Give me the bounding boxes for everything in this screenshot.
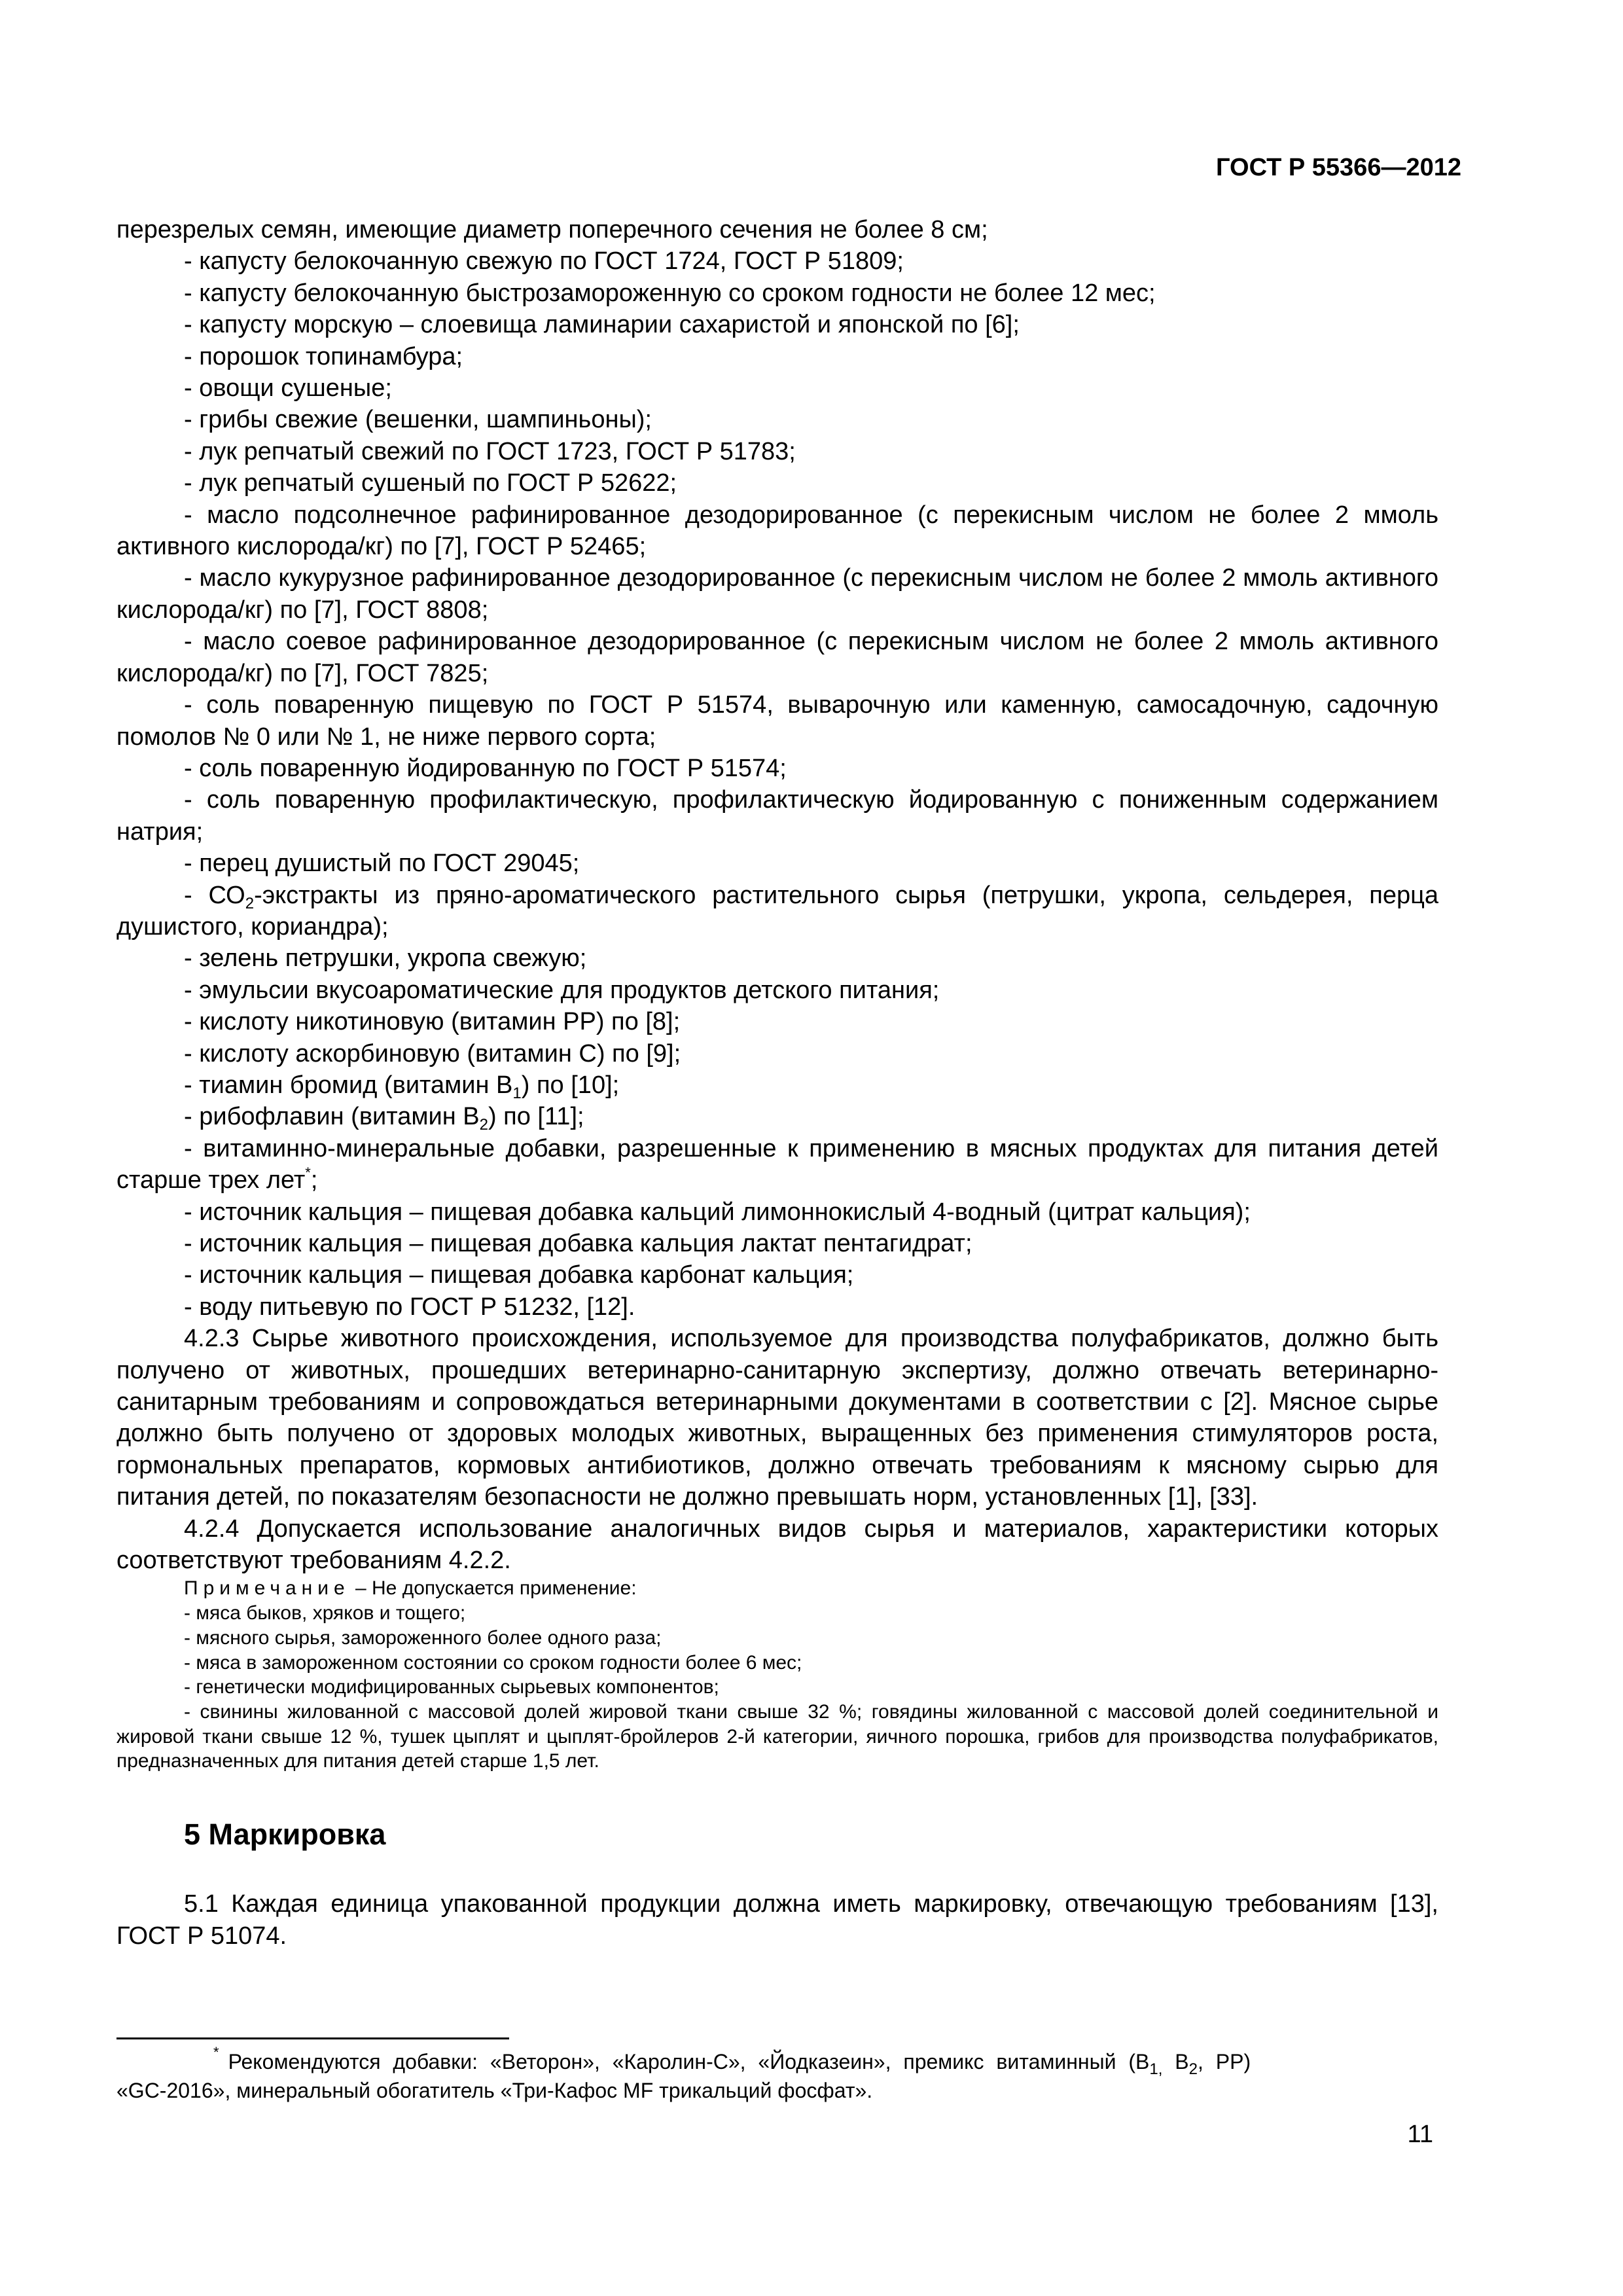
vitamin-text: - витаминно-минеральные добавки, разрешенные к применению в мясных продуктах для питания детей старше трех лет [116,1134,1438,1194]
b2-post: ) по [11]; [488,1103,584,1131]
list-item: - источник кальция – пищевая добавка кальция лактат пентагидрат; [184,1230,972,1257]
vitamin-end: ; [310,1166,318,1194]
list-item-vitamin [116,1133,1438,1196]
list-item: - источник кальция – пищевая добавка кальций лимоннокислый 4-водный (цитрат кальция); [184,1198,1251,1226]
list-item: - капусту белокочанную свежую по ГОСТ 1724, ГОСТ Р 51809; [184,247,904,276]
list-item: - грибы свежие (вешенки, шампиньоны); [184,406,652,434]
b1-post: ) по [10]; [521,1071,620,1099]
list-item: - соль поваренную пищевую по ГОСТ Р 51574, выварочную или каменную, самосадочную, садочную помолов № 0 или № 1, не ниже первого сорта; [116,691,1438,751]
paragraph-5-1: 5.1 Каждая единица упакованной продукции должна иметь маркировку, отвечающую требованиям [13], ГОСТ Р 51074. [116,1890,1438,1950]
list-item-b1 [116,1069,1438,1101]
list-item: - воду питьевую по ГОСТ Р 51232, [12]. [184,1293,635,1321]
footnote-sub-2: 2 [1188,2060,1198,2078]
footnote-text-post: , РР) [1197,2050,1251,2073]
footnote [116,2044,1438,2105]
co2-post: -экстракты из пряно-ароматического растительного сырья (петрушки, укропа, сельдерея, перца душистого, кориандра); [116,881,1438,941]
list-item: - кислоту аскорбиновую (витамин С) по [9]; [184,1039,681,1067]
note-item: - генетически модифицированных сырьевых компонентов; [184,1676,719,1698]
list-item: - масло подсолнечное рафинированное дезодорированное (с перекисным числом не более 2 ммоль активного кислорода/кг) по [7], ГОСТ Р 52465; [116,501,1438,561]
note-block [116,1576,1438,1774]
note-label: Примечание [184,1577,350,1600]
page-number: 11 [1407,2121,1433,2148]
co2-sub: 2 [245,894,255,912]
note-intro [116,1576,1438,1601]
b2-sub: 2 [479,1116,488,1134]
list-item: - масло кукурузное рафинированное дезодорированное (с перекисным числом не более 2 ммоль активного кислорода/кг) по [7], ГОСТ 8808; [116,564,1438,624]
footnote-line-1: * Рекомендуются добавки: «Веторон», «Каролин-С», «Йодказеин», премикс витаминный ($В_{1,}$ $В_2$, РР) [213,2044,1251,2078]
footnote-separator [116,2037,509,2039]
list-item: - лук репчатый свежий по ГОСТ 1723, ГОСТ Р 51783; [184,437,796,465]
list-item-b2 [116,1101,1438,1132]
list-item: - кислоту никотиновую (витамин РР) по [8]; [184,1008,681,1036]
footnote-text-pre: Рекомендуются добавки: «Веторон», «Каролин-С», «Йодказеин», премикс витаминный (В [228,2050,1150,2073]
note-item-last: - свинины жилованной с массовой долей жировой ткани свыше 32 %; говядины жилованной с массовой долей соединительной и жировой ткани свыше 12 %, тушек цыплят и цыплят-бройлеров 2-й категории, яичного порошка, грибов для производства полуфабрикатов, предназначенных для питания детей старше 1,5 лет. [116,1700,1438,1772]
list-item: перезрелых семян, имеющие диаметр поперечного сечения не более 8 см; [116,216,988,243]
note-item: - мясного сырья, замороженного более одного раза; [184,1626,662,1649]
paragraph-4-2-3: 4.2.3 Сырье животного происхождения, используемое для производства полуфабрикатов, должно быть получено от животных, прошедших ветеринарно-санитарную экспертизу, должно отвечать ветеринарно-санитарным требованиям и сопровождаться ветеринарными документами в соответствии с [2]. Мясное сырье должно быть получено от здоровых молодых животных, выращенных без применения стимуляторов роста, гормональных препаратов, кормовых антибиотиков, должно отвечать требованиям к мясному сырью для питания детей, по показателям безопасности не должно превышать норм, установленных [1], [33]. [116,1325,1438,1511]
footnote-text-mid: В [1162,2050,1189,2073]
list-item: - перец душистый по ГОСТ 29045; [184,850,580,878]
list-item: - зелень петрушки, укропа свежую; [184,944,587,973]
document-header: ГОСТ Р 55366—2012 [1216,154,1461,181]
b1-sub: 1 [512,1084,522,1102]
footnote-sub-1: 1, [1149,2060,1163,2078]
footnote-line-2: «GC-2016», минеральный обогатитель «Три-Кафос MF трикальций фосфат». [116,2079,873,2102]
list-item: - соль поваренную профилактическую, профилактическую йодированную с пониженным содержанием натрия; [116,786,1438,846]
co2-pre: - СО [184,881,245,909]
b1-pre: - тиамин бромид (витамин В [184,1071,513,1099]
note-intro-text: – Не допускается применение: [349,1577,637,1600]
b2-pre: - рибофлавин (витамин В [184,1103,480,1131]
section-title: 5 Маркировка [184,1818,386,1852]
list-item: - капусту морскую – слоевища ламинарии сахаристой и японской по [6]; [184,311,1020,339]
paragraph-4-2-4: 4.2.4 Допускается использование аналогичных видов сырья и материалов, характеристики которых соответствуют требованиям 4.2.2. [116,1515,1438,1575]
note-item: - мяса в замороженном состоянии со сроком годности более 6 мес; [184,1651,802,1674]
note-item: - мяса быков, хряков и тощего; [184,1602,466,1624]
list-item: - порошок топинамбура; [184,342,463,370]
list-item-co2 [116,880,1438,943]
list-item: - соль поваренную йодированную по ГОСТ Р 51574; [184,754,787,782]
list-item: - эмульсии вкусоароматические для продуктов детского питания; [184,976,940,1004]
list-item: - лук репчатый сушеный по ГОСТ Р 52622; [184,469,677,497]
list-item: - масло соевое рафинированное дезодорированное (с перекисным числом не более 2 ммоль активного кислорода/кг) по [7], ГОСТ 7825; [116,628,1438,687]
document-body [116,214,1438,1952]
footnote-ref-mark: * [305,1164,311,1181]
list-item: - овощи сушеные; [184,374,392,403]
list-item: - источник кальция – пищевая добавка карбонат кальция; [184,1261,854,1289]
list-item: - капусту белокочанную быстрозамороженную со сроком годности не более 12 мес; [184,279,1156,307]
